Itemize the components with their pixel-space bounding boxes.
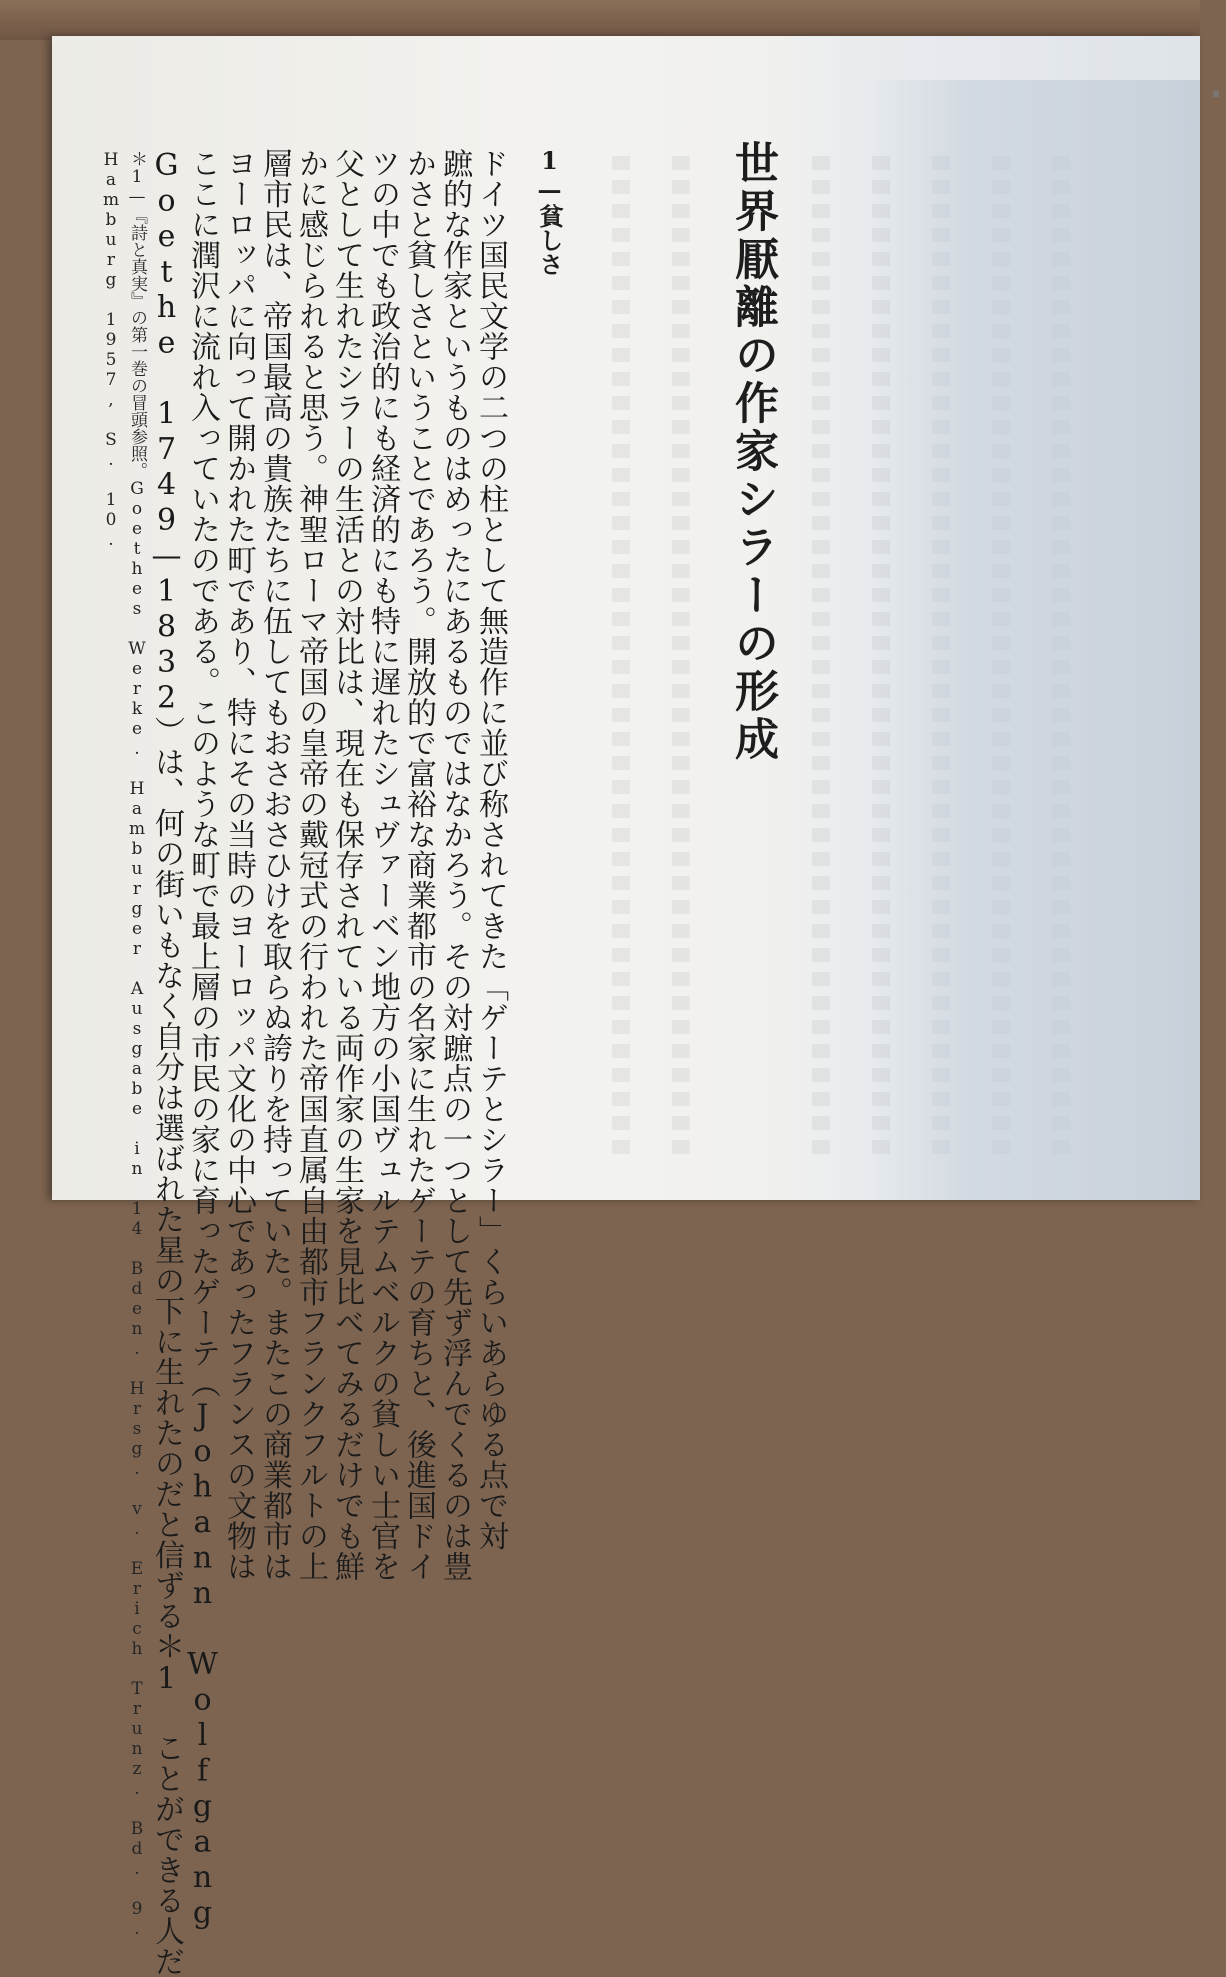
body-column: 父として生れたシラーの生活との対比は、現在も保存されている両作家の生家を見比べてみるだけでも鮮 (329, 148, 364, 1582)
body-column: ヨーロッパに向って開かれた町であり、特にその当時のヨーロッパ文化の中心であったフランスの文物は (221, 148, 256, 1582)
show-through-text (672, 156, 690, 1156)
body-column: ドイツ国民文学の二つの柱として無造作に並び称されてきた「ゲーテとシラー」くらいあらゆる点で対 (473, 148, 508, 1551)
chapter-title: 世界厭離の作家シラーの形成 (727, 140, 778, 764)
show-through-text (1052, 156, 1070, 1156)
show-through-text (612, 156, 630, 1156)
wooden-surface-top (0, 0, 1200, 40)
footnote-column: ＊1—『詩と真実』の第一巻の冒頭参照。Goethes Werke. Hamburger Ausgabe in 14 Bden. Hrsg. v. Erich Trunz. Bd. 9. (127, 150, 147, 1939)
body-column: Goethe 1749—1832）は、何の街いもなく自分は選ばれた星の下に生れたのだと信ずる＊1 ことができる人だ (149, 148, 184, 1977)
body-column: 蹠的な作家というものはめったにあるものではなかろう。その対蹠点の一つとして先ず浮んでくるのは豊 (437, 148, 472, 1582)
show-through-text (932, 156, 950, 1156)
show-through-text (812, 156, 830, 1156)
footnote-column: Hamburg 1957, S. 10. (101, 150, 121, 550)
show-through-text (992, 156, 1010, 1156)
body-column: かさと貧しさということであろう。開放的で富裕な商業都市の名家に生れたゲーテの育ちと、後進国ドイ (401, 148, 436, 1582)
show-through-text (872, 156, 890, 1156)
body-column: ツの中でも政治的にも経済的にも特に遅れたシュヴァーベン地方の小国ヴュルテムベルクの貧しい士官を (365, 148, 400, 1582)
body-column: 層市民は、帝国最高の貴族たちに伍してもおさおさひけを取らぬ誇りを持っていた。またこの商業都市は (257, 148, 292, 1582)
section-heading: 1—貧しさ (535, 146, 564, 276)
body-column: ここに潤沢に流れ入っていたのである。このような町で最上層の市民の家に育ったゲーテ（Johann Wolfgang (185, 148, 220, 1931)
page-corner-mark: ▪ (1212, 86, 1221, 100)
body-column: かに感じられると思う。神聖ローマ帝国の皇帝の戴冠式の行われた帝国直属自由都市フランクフルトの上 (293, 148, 328, 1582)
